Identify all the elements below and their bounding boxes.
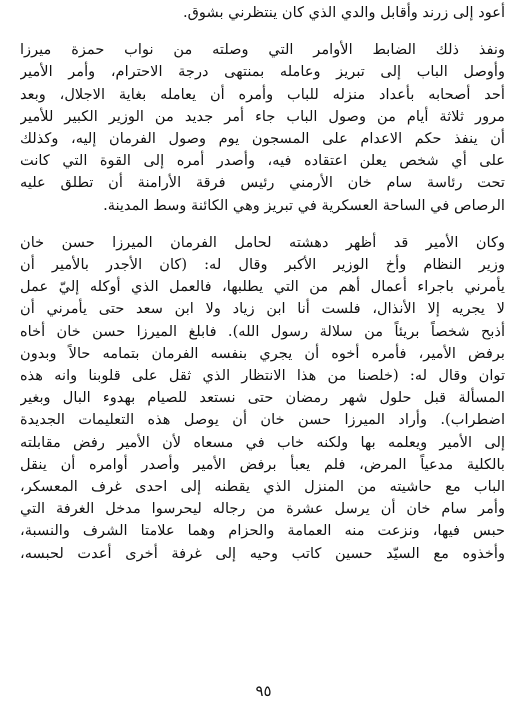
paragraph (20, 232, 505, 565)
text-line: وأمر سام خان أن يرسل عشرة من رجاله ليحرسوا مدخل الغرفة التي (20, 500, 505, 518)
text-line: على أي شخص يعلن اعتقاده فيه، وأصدر أمره إلى القوة التي كانت (20, 152, 505, 170)
body-text (20, 2, 505, 565)
text-line: الرصاص في الساحة العسكرية في تبريز وهي الكائنة وسط المدينة. (103, 196, 505, 214)
text-line: توان وقال له: (خلصنا من هذا الانتظار الذي ثقل على قلوبنا وانه هذه (20, 367, 505, 385)
text-line: وزير النظام وأخ الوزير الأكبر وقال له: (كان الأجدر بالأمير أن (20, 256, 505, 274)
text-line: بالكلية مدعياً المرض، فلم يعبأ برفض الأمير وأصدر أوامره أن ينقل (20, 455, 505, 473)
text-line: وأوصل الباب إلى تبريز وعامله بمنتهى درجة الاحترام، وأمر الأمير (20, 63, 505, 81)
paragraph (20, 39, 505, 217)
page-number: ٩٥ (255, 682, 272, 700)
text-line: اضطراب). وأراد الميرزا حسن خان أن يوصل هذه التعليمات الجديدة (20, 411, 505, 429)
text-line: ونفذ ذلك الضابط الأوامر التي وصلته من نواب حمزة ميرزا (20, 41, 505, 59)
text-line: تحت رئاسة سام خان الأرمني رئيس فرقة الأرامنة أن تطلق عليه (20, 174, 505, 192)
text-line: أحد أصحابه بأعداد منزله للباب وأمره أن يعامله بغاية الاجلال، وبعد (20, 85, 505, 103)
text-line: الباب مع حاشيته من المنزل الذي يقطنه إلى احدى غرف المعسكر، (20, 478, 505, 496)
text-line: المسألة قبل حلول شهر رمضان حتى نستعد للصيام بهدوء البال وبغير (20, 389, 505, 407)
text-line: وأخذوه مع السيّد حسين كاتب وحيه إلى غرفة أخرى أعدت لحبسه، (20, 544, 505, 562)
text-line: أعود إلى زرند وأقابل والدي الذي كان ينتظرني بشوق. (182, 4, 505, 21)
text-line: لا يجريه إلا الأنذال، فلست أنا ابن زياد ولا ابن سعد حتى يأمرني أن (20, 300, 505, 318)
paragraph (20, 2, 505, 24)
text-line: برفض الأمير، فأمره أخوه أن يجري بنفسه الفرمان بتمامه حالاً وبدون (20, 344, 505, 362)
text-line: أذبح شخصاً بريئاً من سلالة رسول الله). فابلغ الميرزا حسن خان أخاه (20, 322, 505, 340)
text-line: حبس فيها، ونزعت منه العمامة والحزام وهما علامتا الشرف والنسبة، (20, 522, 505, 540)
text-line: إلى الأمير ويعلمه بها ولكنه خاب في مسعاه لأن الأمير رفض مقابلته (20, 433, 505, 451)
text-line: وكان الأمير قد أظهر دهشته لحامل الفرمان الميرزا حسن خان (20, 233, 505, 251)
paragraph-gap (20, 24, 505, 39)
text-line: يأمرني باجراء أعمال أهم من التي يطلبها، فالعمل الذي أوكله إليّ عمل (20, 278, 505, 296)
text-line: مرور ثلاثة أيام من وصول الباب جاء أمر جديد من الوزير الكبير للأمير (20, 107, 505, 125)
text-line: أن ينفذ حكم الاعدام على المسجون يوم وصول الفرمان إليه، وكذلك (20, 130, 505, 148)
paragraph-gap (20, 217, 505, 232)
